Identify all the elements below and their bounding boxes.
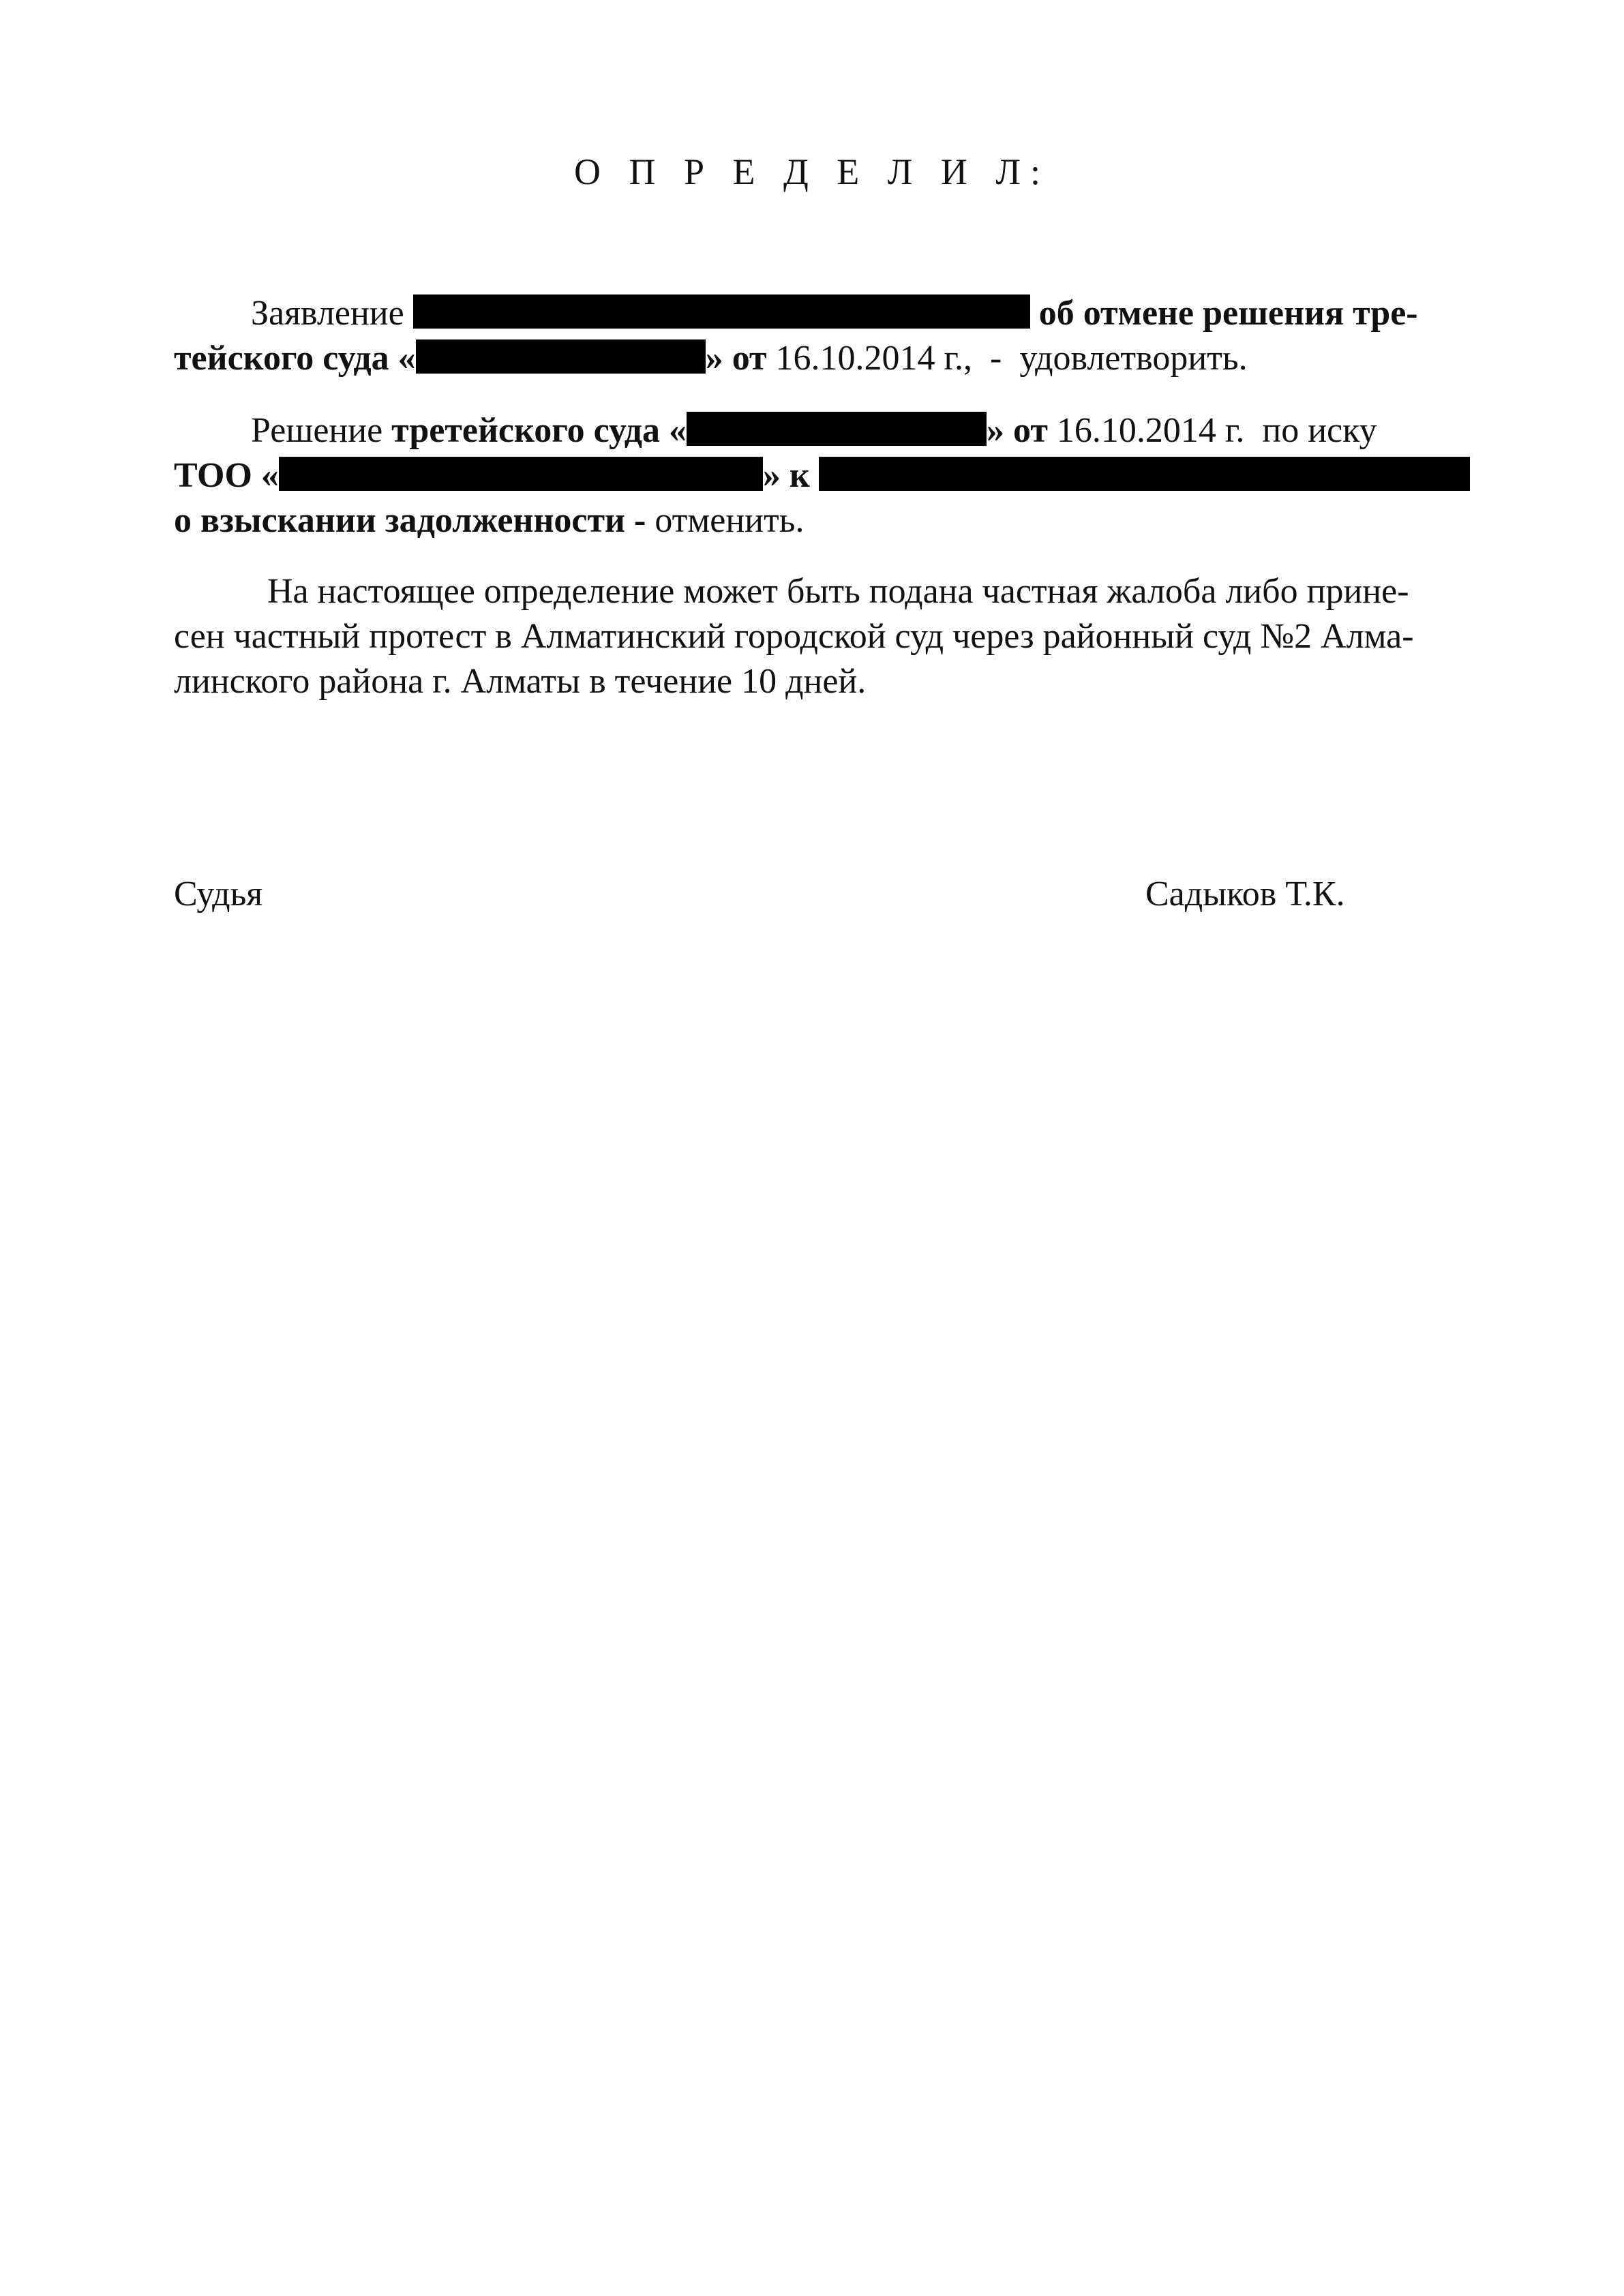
- para2-line1: [251, 406, 1377, 455]
- para3-line2: сен частный протест в Алматинский городской суд через районный суд №2 Алма-: [174, 617, 1414, 656]
- para2-too-open: ТОО «: [174, 456, 279, 495]
- para2-by-claim: по иску: [1262, 411, 1377, 450]
- judge-name: Садыков Т.К.: [1145, 875, 1345, 913]
- para1-prefix: Заявление: [251, 294, 404, 333]
- para1-line2: [174, 334, 1248, 383]
- para3-line3: линского района г. Алматы в течение 10 дней.: [174, 662, 867, 701]
- para2-subject: о взыскании задолженности -: [174, 501, 646, 540]
- para1-court-open: тейского суда «: [174, 339, 416, 378]
- para2-prefix: Решение: [251, 411, 383, 450]
- redaction-block: [687, 412, 987, 446]
- redaction-block: [416, 339, 706, 374]
- para1-date: 16.10.2014 г.,: [775, 339, 973, 378]
- para1-bold-suffix: об отмене решения тре-: [1038, 294, 1418, 333]
- judge-label: Судья: [174, 875, 263, 913]
- para1-court-close: » от: [705, 339, 767, 378]
- para2-verdict: отменить.: [655, 501, 805, 540]
- para2-line2: [174, 451, 1470, 500]
- para2-line3: [174, 496, 804, 545]
- para1-dash: -: [990, 339, 1002, 378]
- para1-verdict: удовлетворить.: [1019, 339, 1248, 378]
- para2-too-close: » к: [762, 456, 810, 495]
- para3-line1: На настоящее определение может быть подана частная жалоба либо прине-: [267, 572, 1409, 611]
- redaction-block: [279, 457, 763, 491]
- redaction-block: [819, 457, 1470, 491]
- para2-court-close: » от: [987, 411, 1048, 450]
- redaction-block: [413, 294, 1030, 329]
- para1-line1: [251, 289, 1418, 338]
- para2-court-open: третейского суда «: [391, 411, 687, 450]
- para2-date: 16.10.2014 г.: [1056, 411, 1245, 450]
- document-heading: О П Р Е Д Е Л И Л:: [573, 151, 1051, 192]
